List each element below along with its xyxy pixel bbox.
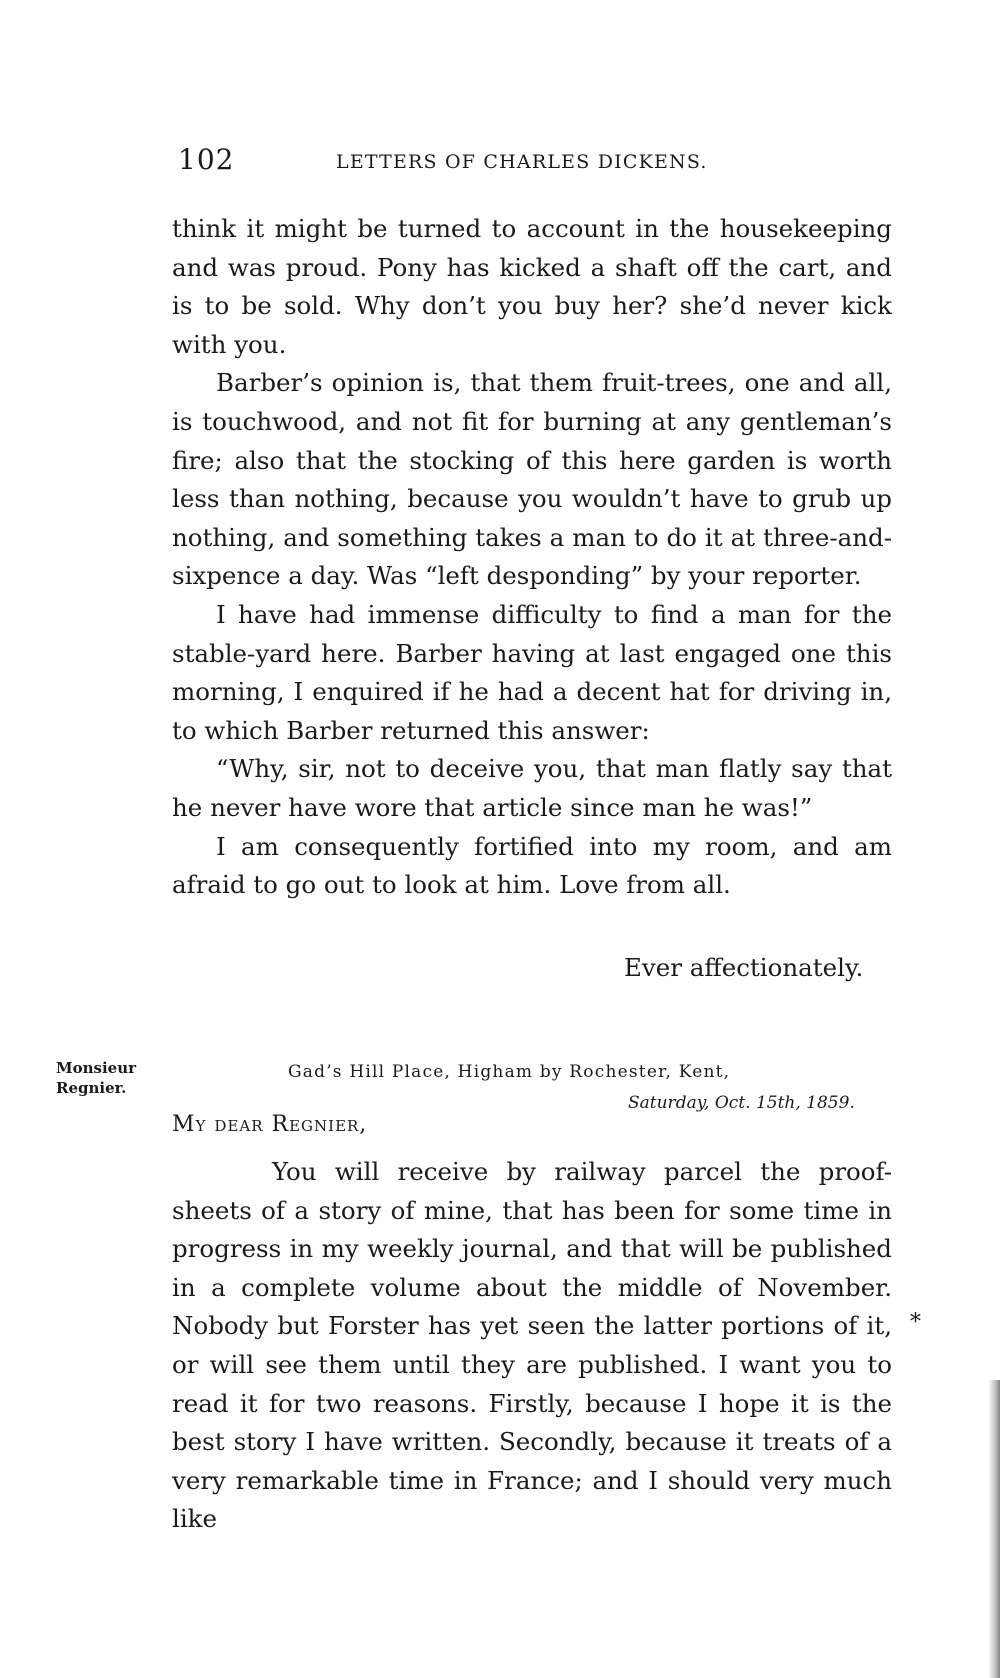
paragraph-4-quote: “Why, sir, not to deceive you, that man flatly say that he never have wore that article since man he was!”	[172, 754, 892, 822]
letter-paragraph: You will receive by railway parcel the proof-sheets of a story of mine, that has been for some time in progress in my weekly journal, and that will be published in a complete volume about the middle of November. Nobody but Forster has yet seen the latter portions of it, or will see them until they are published. I want you to read it for two reasons. Firstly, because I hope it is the best story I have written. Secondly, because it treats of a very remarkable time in France; and I should very much like	[172, 1157, 892, 1534]
letter-body	[172, 1153, 892, 1539]
paragraph-5: I am consequently fortified into my room, and am afraid to go out to look at him. Love from all.	[172, 831, 892, 900]
paragraph-1: think it might be turned to account in the housekeeping and was proud. Pony has kicked a shaft off the cart, and is to be sold. Why don’t you buy her? she’d never kick with you.	[172, 214, 892, 359]
letter-continuation	[172, 210, 892, 905]
letter-date: Saturday, Oct. 15th, 1859.	[628, 1093, 855, 1113]
side-note-line-2: Regnier.	[56, 1079, 127, 1097]
margin-asterisk: *	[910, 1310, 921, 1335]
letter-salutation: My dear Regnier,	[172, 1112, 368, 1137]
paragraph-2: Barber’s opinion is, that them fruit-trees, one and all, is touchwood, and not fit for burning at any gentleman’s fire; also that the stocking of this here garden is worth less than nothing, because you wouldn’t have to grub up nothing, and something takes a man to do it at three-and-sixpence a day. Was “left desponding” by your reporter.	[172, 368, 892, 591]
running-head: LETTERS OF CHARLES DICKENS.	[336, 151, 708, 173]
side-note-line-1: Monsieur	[56, 1059, 137, 1077]
page-edge-shadow	[988, 1380, 1000, 1678]
margin-side-note	[56, 1058, 136, 1098]
page-number: 102	[178, 143, 235, 176]
paragraph-3: I have had immense difficulty to find a man for the stable-yard here. Barber having at last engaged one this morning, I enquired if he had a decent hat for driving in, to which Barber returned this answer:	[172, 599, 892, 745]
signoff: Ever affectionately.	[624, 953, 864, 982]
page-header	[178, 143, 898, 183]
letter-address: Gad’s Hill Place, Higham by Rochester, Kent,	[288, 1062, 731, 1082]
